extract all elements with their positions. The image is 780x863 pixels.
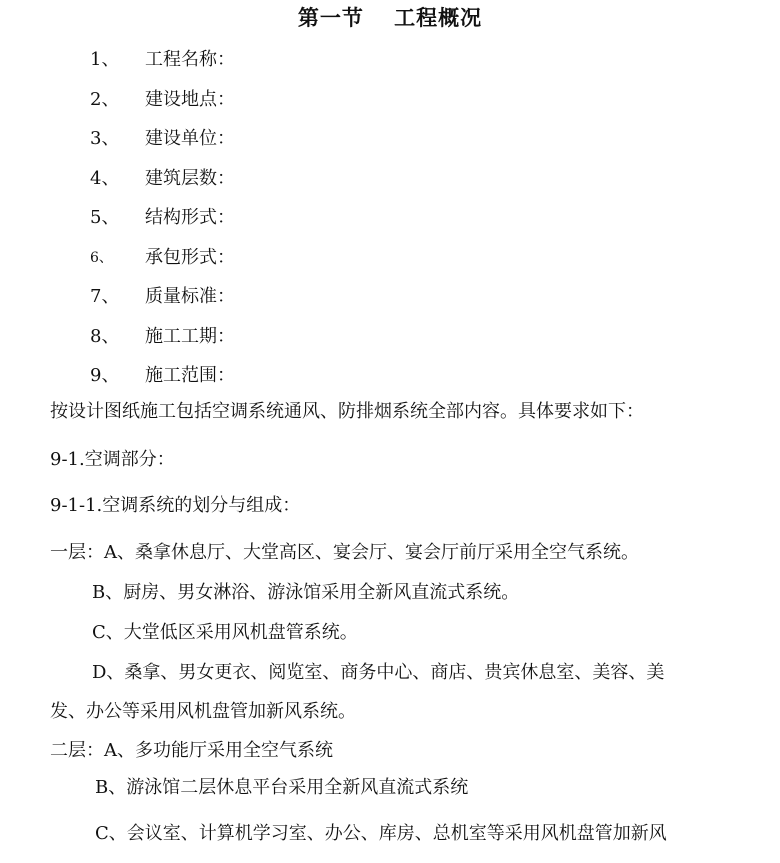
item-label: 施工工期： <box>145 326 235 347</box>
item-label: 工程名称： <box>145 49 235 70</box>
item-number: 7、 <box>90 286 120 307</box>
floor1-item-d-continued: 发、办公等采用风机盘管加新风系统。 <box>50 701 356 722</box>
item-label: 建筑层数： <box>145 168 235 189</box>
item-number: 8、 <box>90 326 120 347</box>
item-number: 4、 <box>90 168 120 189</box>
item-label: 施工范围： <box>145 365 235 386</box>
floor2-item-c: C、会议室、计算机学习室、办公、库房、总机室等采用风机盘管加新风 <box>95 823 667 844</box>
item-number: 1、 <box>90 49 120 70</box>
item-label: 承包形式： <box>145 247 235 268</box>
item-label: 结构形式： <box>145 207 235 228</box>
item-number: 3、 <box>90 128 120 149</box>
floor1-item-a: 一层：A、桑拿休息厅、大堂高区、宴会厅、宴会厅前厅采用全空气系统。 <box>50 542 639 563</box>
scope-paragraph: 按设计图纸施工包括空调系统通风、防排烟系统全部内容。具体要求如下： <box>50 401 644 422</box>
floor2-item-a: 二层：A、多功能厅采用全空气系统 <box>50 740 333 761</box>
item-number: 5、 <box>90 207 120 228</box>
section-heading-9-1: 9-1.空调部分： <box>50 449 175 470</box>
floor2-item-b: B、游泳馆二层休息平台采用全新风直流式系统 <box>95 777 469 798</box>
item-number: 2、 <box>90 89 120 110</box>
floor1-item-d: D、桑拿、男女更衣、阅览室、商务中心、商店、贵宾休息室、美容、美 <box>92 662 665 683</box>
item-label: 质量标准： <box>145 286 235 307</box>
item-label: 建设地点： <box>145 89 235 110</box>
floor1-item-c: C、大堂低区采用风机盘管系统。 <box>92 622 358 643</box>
section-title: 第一节 工程概况 <box>297 5 483 30</box>
section-heading-9-1-1: 9-1-1.空调系统的划分与组成： <box>50 495 301 516</box>
item-label: 建设单位： <box>145 128 235 149</box>
floor1-item-b: B、厨房、男女淋浴、游泳馆采用全新风直流式系统。 <box>92 582 520 603</box>
item-number: 9、 <box>90 365 120 386</box>
item-number: 6、 <box>90 250 113 266</box>
